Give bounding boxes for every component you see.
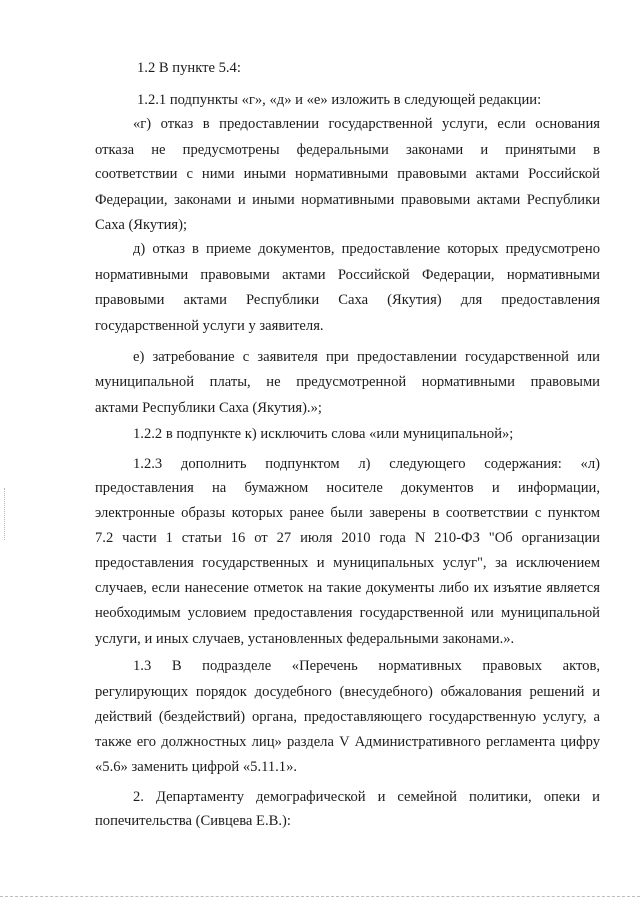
- text-line: случаев, если нанесение отметок на такие документы либо их изъятие является: [95, 580, 600, 596]
- text-line: «5.6» заменить цифрой «5.11.1».: [95, 759, 298, 775]
- text-line: действий (бездействий) органа, предоставляющего государственную услугу, а: [95, 709, 600, 725]
- text-line: нормативными правовыми актами Российской Федерации, нормативными: [95, 267, 600, 283]
- text-line: д) отказ в приеме документов, предоставление которых предусмотрено: [133, 241, 600, 257]
- text-line: услуги, и иных случаев, установленных федеральными законами.».: [95, 631, 515, 647]
- text-line: 1.3 В подразделе «Перечень нормативных правовых актов,: [133, 658, 600, 674]
- text-line: соответствии с ними иными нормативными правовыми актами Российской: [95, 166, 600, 182]
- text-line: отказа не предусмотрены федеральными законами и принятыми в: [95, 142, 600, 158]
- text-line: 7.2 части 1 статьи 16 от 27 июля 2010 года N 210-ФЗ "Об организации: [95, 530, 600, 546]
- text-line: 1.2.3 дополнить подпунктом л) следующего содержания: «л): [133, 456, 600, 472]
- text-line: Саха (Якутия);: [95, 217, 188, 233]
- margin-mark: [4, 488, 7, 540]
- text-line: «г) отказ в предоставлении государственной услуги, если основания: [133, 116, 600, 132]
- text-line: 1.2.1 подпункты «г», «д» и «е» изложить в следующей редакции:: [137, 92, 542, 108]
- text-line: 2. Департаменту демографической и семейной политики, опеки и: [133, 789, 600, 805]
- text-line: государственной услуги у заявителя.: [95, 318, 324, 334]
- text-line: электронные образы которых ранее были заверены в соответствии с пунктом: [95, 505, 600, 521]
- text-line: предоставления государственных и муниципальных услуг", за исключением: [95, 555, 600, 571]
- text-line: необходимым условием предоставления государственной или муниципальной: [95, 605, 600, 621]
- text-line: также его должностных лиц» раздела V Административного регламента цифру: [95, 734, 600, 750]
- text-line: предоставления на бумажном носителе документов и информации,: [95, 480, 600, 496]
- text-line: муниципальной платы, не предусмотренной нормативными правовыми: [95, 374, 600, 390]
- text-line: правовыми актами Республики Саха (Якутия) для предоставления: [95, 292, 600, 308]
- text-line: регулирующих порядок досудебного (внесудебного) обжалования решений и: [95, 684, 600, 700]
- page-bottom-edge: [0, 896, 640, 897]
- text-line: попечительства (Сивцева Е.В.):: [95, 813, 291, 829]
- text-line: 1.2 В пункте 5.4:: [137, 60, 241, 76]
- text-line: актами Республики Саха (Якутия).»;: [95, 400, 322, 416]
- text-line: 1.2.2 в подпункте к) исключить слова «или муниципальной»;: [133, 426, 514, 442]
- text-line: е) затребование с заявителя при предоставлении государственной или: [133, 349, 600, 365]
- text-line: Федерации, законами и иными нормативными правовыми актами Республики: [95, 192, 600, 208]
